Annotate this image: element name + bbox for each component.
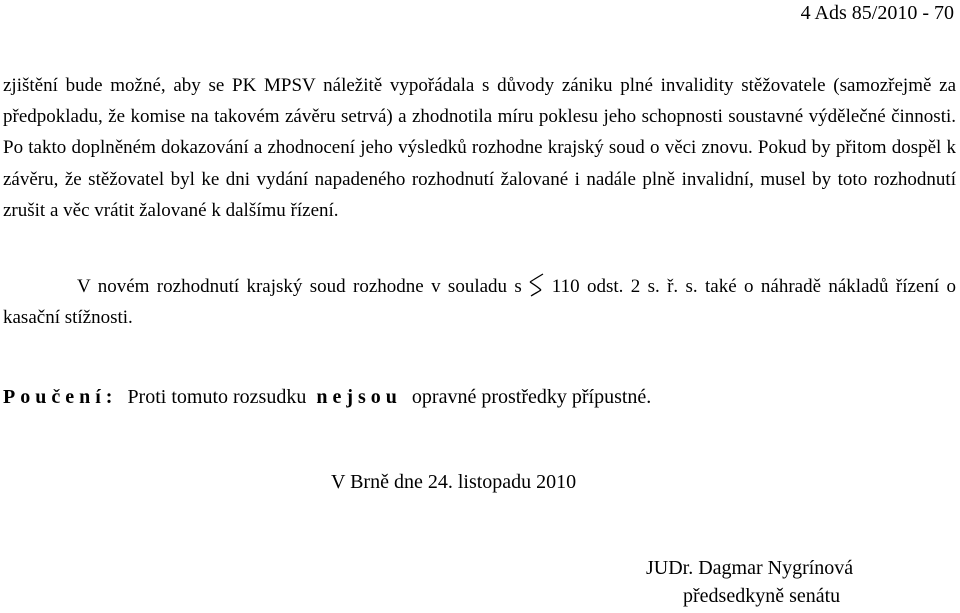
signatory-title: předsedkyně senátu [683, 585, 841, 607]
instruction-line [3, 386, 651, 409]
body-paragraph-2 [3, 271, 956, 333]
instruction-text-after: opravné prostředky přípustné. [411, 386, 652, 408]
case-number: 4 Ads 85/2010 - 70 [800, 2, 954, 24]
signatory-name: JUDr. Dagmar Nygrínová [646, 557, 854, 579]
body-paragraph-1: zjištění bude možné, aby se PK MPSV náležitě vypořádala s důvody zániku plné invalidity stěžovatele (samozřejmě za předpokladu, že komise na takovém závěru setrvá) a zhodnotila míru poklesu jeho schopnosti soustavné výdělečné činnosti. Po takto doplněném dokazování a zhodnocení jeho výsledků rozhodne krajský soud o věci znovu. Pokud by přitom dospěl k závěru, že stěžovatel byl ke dni vydání napadeného rozhodnutí žalované i nadále plně invalidní, musel by toto rozhodnutí zrušit a věc vrátit žalované k dalšímu řízení. [3, 75, 956, 221]
section-sign-icon [526, 273, 548, 297]
paragraph-2-text-after: 110 odst. 2 s. ř. s. také o náhradě nákladů řízení o kasační stížnosti. [3, 276, 956, 329]
paragraph-2-text-before: V novém rozhodnutí krajský soud rozhodne v souladu s [77, 276, 522, 297]
instruction-label: Poučení: [3, 386, 118, 408]
place-date: V Brně dne 24. listopadu 2010 [331, 471, 577, 493]
instruction-emphasis: nejsou [316, 386, 402, 408]
instruction-text-before: Proti tomuto rozsudku [127, 386, 307, 408]
